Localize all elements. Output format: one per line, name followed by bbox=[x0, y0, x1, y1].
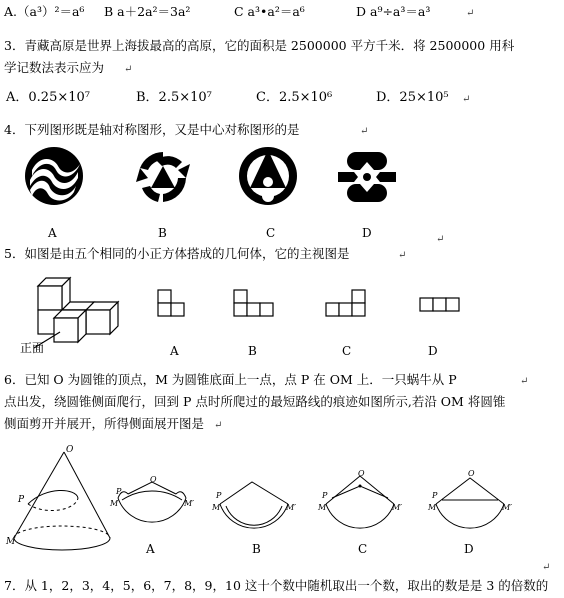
svg-text:M′: M′ bbox=[392, 503, 403, 512]
return-mark: ↵ bbox=[124, 64, 133, 75]
svg-text:M: M bbox=[428, 503, 437, 512]
q5-view-b bbox=[234, 290, 276, 318]
q6-line2: 点出发，绕圆锥侧面爬行，回到 P 点时所爬过的最短路线的痕迹如图所示,若沿 OM 将圆锥 bbox=[4, 394, 506, 409]
q2-option-c: C a³•a²＝a⁶ bbox=[234, 4, 305, 19]
q4-figure-d-lobed-icon bbox=[336, 148, 398, 206]
q4-label-b: B bbox=[158, 226, 167, 240]
q3-line1: 3．青藏高原是世界上海拔最高的高原，它的面积是 2500000 平方千米．将 2500000 用科 bbox=[4, 38, 515, 53]
q6-label-d: D bbox=[464, 542, 474, 556]
q2-option-d: D a⁹÷a³＝a³ bbox=[356, 4, 431, 19]
q6-label-a: A bbox=[146, 542, 155, 556]
svg-text:P: P bbox=[432, 491, 438, 500]
svg-text:M′: M′ bbox=[184, 499, 195, 508]
svg-text:M: M bbox=[212, 503, 221, 512]
return-mark: ↵ bbox=[466, 8, 475, 19]
q4-figure-c-triangle-circle-icon bbox=[238, 146, 298, 206]
cone-label-m: M bbox=[6, 537, 16, 547]
cone-label-o: O bbox=[66, 445, 74, 455]
return-mark: ↵ bbox=[542, 562, 551, 573]
q2-option-b: B a＋2a²＝3a² bbox=[104, 4, 191, 19]
q5-label-a: A bbox=[170, 344, 179, 358]
q5-front-label: 正面 bbox=[20, 341, 45, 355]
q5-view-d bbox=[420, 298, 464, 314]
return-mark: ↵ bbox=[398, 250, 407, 261]
return-mark: ↵ bbox=[360, 126, 369, 137]
svg-text:M′: M′ bbox=[286, 503, 297, 512]
q5-view-a bbox=[158, 290, 186, 318]
q6-development-b bbox=[212, 480, 298, 536]
q4-label-c: C bbox=[266, 226, 276, 240]
svg-text:P: P bbox=[116, 487, 122, 496]
return-mark: ↵ bbox=[462, 94, 471, 105]
svg-text:O: O bbox=[150, 475, 157, 484]
svg-text:P: P bbox=[322, 491, 328, 500]
q5-view-c bbox=[326, 290, 368, 318]
svg-text:O: O bbox=[358, 469, 365, 478]
q6-label-c: C bbox=[358, 542, 368, 556]
q6-development-d bbox=[428, 470, 514, 536]
q6-line3: 侧面剪开并展开，所得侧面展开图是 bbox=[4, 416, 205, 431]
svg-text:M′: M′ bbox=[502, 503, 513, 512]
q3-option-a: A．0.25×10⁷ bbox=[6, 90, 90, 105]
q2-option-a: A.（a³）²＝a⁶ bbox=[4, 4, 85, 19]
return-mark: ↵ bbox=[436, 234, 445, 245]
q4-label-a: A bbox=[48, 226, 57, 240]
svg-text:O: O bbox=[468, 469, 475, 478]
svg-text:M: M bbox=[110, 499, 119, 508]
svg-text:P: P bbox=[216, 491, 222, 500]
q6-label-b: B bbox=[252, 542, 261, 556]
q7-stem: 7．从 1，2，3，4，5，6，7，8，9，10 这十个数中随机取出一个数，取出的数是是 3 的倍数的 bbox=[4, 578, 549, 593]
q4-figure-b-recycle-icon bbox=[134, 148, 192, 206]
q6-line1: 6．已知 O 为圆锥的顶点，M 为圆锥底面上一点，点 P 在 OM 上．一只蜗牛从 P bbox=[4, 372, 457, 387]
q3-option-b: B．2.5×10⁷ bbox=[136, 90, 212, 105]
q4-stem: 4．下列图形既是轴对称图形，又是中心对称图形的是 bbox=[4, 122, 300, 137]
q3-line2: 学记数法表示应为 bbox=[4, 60, 105, 75]
q6-development-c bbox=[318, 470, 404, 536]
q3-option-c: C．2.5×10⁶ bbox=[256, 90, 333, 105]
return-mark: ↵ bbox=[520, 376, 529, 387]
q3-option-d: D．25×10⁵ bbox=[376, 90, 449, 105]
q5-label-b: B bbox=[248, 344, 257, 358]
q5-stem: 5．如图是由五个相同的小正方体搭成的几何体，它的主视图是 bbox=[4, 246, 350, 261]
q5-label-c: C bbox=[342, 344, 352, 358]
q6-cone-figure bbox=[6, 446, 116, 556]
q5-label-d: D bbox=[428, 344, 438, 358]
q6-development-a bbox=[110, 475, 196, 536]
cone-label-p: P bbox=[18, 495, 25, 505]
q4-label-d: D bbox=[362, 226, 372, 240]
svg-text:M: M bbox=[318, 503, 327, 512]
q4-figure-a-swirl-icon bbox=[24, 146, 84, 206]
return-mark: ↵ bbox=[214, 420, 223, 431]
